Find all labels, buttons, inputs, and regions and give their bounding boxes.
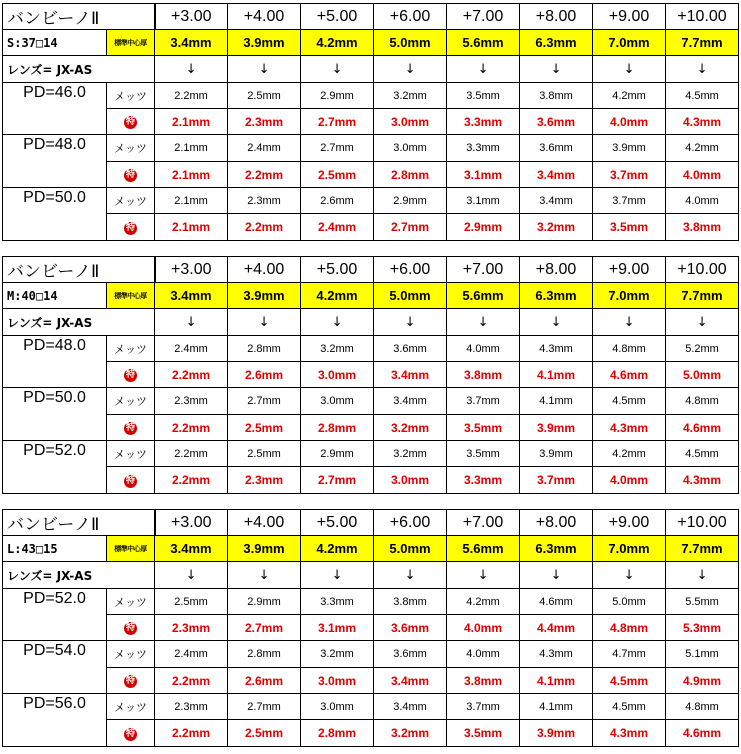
down-arrow-icon: ↓ [593, 56, 666, 83]
toku-thickness: 4.3mm [593, 415, 666, 441]
metsu-thickness: 4.2mm [593, 83, 666, 109]
toku-thickness: 4.3mm [666, 109, 739, 135]
metsu-thickness: 3.3mm [447, 135, 520, 162]
down-arrow-icon: ↓ [374, 56, 447, 83]
metsu-thickness: 2.9mm [228, 589, 301, 615]
std-center-thickness: 7.0mm [593, 536, 666, 562]
toku-thickness: 3.5mm [447, 720, 520, 747]
toku-thickness: 3.2mm [374, 415, 447, 441]
pd-value: PD=52.0 [3, 441, 107, 494]
std-center-label: 標準中心厚 [107, 536, 155, 562]
metsu-thickness: 2.1mm [155, 188, 228, 214]
model-title: バンビーノⅡ [3, 510, 155, 536]
metsu-thickness: 4.5mm [593, 388, 666, 415]
toku-thickness: 5.0mm [666, 362, 739, 388]
toku-thickness: 2.2mm [155, 668, 228, 694]
toku-thickness: 4.0mm [666, 162, 739, 188]
down-arrow-icon: ↓ [666, 56, 739, 83]
toku-thickness: 2.9mm [447, 214, 520, 241]
power-header: +10.00 [666, 4, 739, 30]
std-center-thickness: 5.6mm [447, 536, 520, 562]
down-arrow-icon: ↓ [666, 562, 739, 589]
toku-thickness: 2.2mm [228, 162, 301, 188]
metsu-thickness: 3.4mm [520, 188, 593, 214]
metsu-thickness: 3.2mm [301, 641, 374, 668]
toku-thickness: 2.1mm [155, 162, 228, 188]
metsu-thickness: 3.3mm [301, 589, 374, 615]
toku-thickness: 2.4mm [301, 214, 374, 241]
metsu-thickness: 4.2mm [666, 135, 739, 162]
toku-badge-icon: 特 [125, 475, 135, 486]
metsu-thickness: 2.9mm [374, 188, 447, 214]
down-arrow-icon: ↓ [301, 56, 374, 83]
down-arrow-icon: ↓ [520, 309, 593, 336]
metsu-thickness: 4.5mm [593, 694, 666, 720]
toku-thickness: 2.8mm [301, 415, 374, 441]
metsu-thickness: 4.2mm [593, 441, 666, 467]
toku-thickness: 3.4mm [520, 162, 593, 188]
pd-value: PD=54.0 [3, 641, 107, 694]
power-header: +8.00 [520, 510, 593, 536]
toku-thickness: 3.3mm [447, 109, 520, 135]
metsu-thickness: 3.5mm [447, 83, 520, 109]
lens-type: レンズ= JX-AS [3, 56, 155, 83]
std-center-thickness: 7.7mm [666, 536, 739, 562]
metsu-thickness: 3.6mm [520, 135, 593, 162]
metsu-thickness: 2.3mm [228, 188, 301, 214]
metsu-thickness: 2.3mm [155, 388, 228, 415]
toku-thickness: 2.2mm [155, 720, 228, 747]
metsu-thickness: 4.5mm [666, 441, 739, 467]
metsu-label: メッツ [107, 641, 155, 668]
metsu-thickness: 3.4mm [374, 388, 447, 415]
pd-value: PD=46.0 [3, 83, 107, 135]
toku-thickness: 4.0mm [593, 109, 666, 135]
metsu-thickness: 2.2mm [155, 83, 228, 109]
power-header: +6.00 [374, 257, 447, 283]
down-arrow-icon: ↓ [447, 309, 520, 336]
metsu-thickness: 2.5mm [155, 589, 228, 615]
toku-cell [107, 467, 155, 494]
toku-thickness: 3.5mm [447, 415, 520, 441]
pd-value: PD=52.0 [3, 589, 107, 641]
metsu-thickness: 4.0mm [447, 336, 520, 362]
down-arrow-icon: ↓ [593, 309, 666, 336]
std-center-thickness: 6.3mm [520, 536, 593, 562]
metsu-thickness: 3.8mm [374, 589, 447, 615]
metsu-thickness: 3.5mm [447, 441, 520, 467]
toku-badge-icon: 特 [125, 370, 135, 380]
metsu-thickness: 3.7mm [593, 188, 666, 214]
metsu-thickness: 3.9mm [520, 441, 593, 467]
toku-cell [107, 362, 155, 388]
metsu-thickness: 5.5mm [666, 589, 739, 615]
power-header: +8.00 [520, 257, 593, 283]
toku-thickness: 4.0mm [593, 467, 666, 494]
metsu-thickness: 4.6mm [520, 589, 593, 615]
metsu-thickness: 2.6mm [301, 188, 374, 214]
std-center-thickness: 7.7mm [666, 30, 739, 56]
metsu-thickness: 4.2mm [447, 589, 520, 615]
metsu-thickness: 3.8mm [520, 83, 593, 109]
down-arrow-icon: ↓ [228, 56, 301, 83]
metsu-thickness: 4.8mm [666, 388, 739, 415]
toku-thickness: 3.6mm [520, 109, 593, 135]
toku-thickness: 2.5mm [301, 162, 374, 188]
toku-thickness: 4.0mm [447, 615, 520, 641]
toku-thickness: 4.6mm [666, 720, 739, 747]
metsu-thickness: 3.2mm [374, 83, 447, 109]
power-header: +3.00 [155, 4, 228, 30]
metsu-label: メッツ [107, 83, 155, 109]
toku-thickness: 2.7mm [228, 615, 301, 641]
toku-thickness: 3.8mm [666, 214, 739, 241]
down-arrow-icon: ↓ [447, 562, 520, 589]
spec-table-0 [2, 3, 739, 241]
metsu-thickness: 4.1mm [520, 694, 593, 720]
toku-thickness: 3.6mm [374, 615, 447, 641]
power-header: +10.00 [666, 510, 739, 536]
power-header: +3.00 [155, 510, 228, 536]
metsu-thickness: 5.2mm [666, 336, 739, 362]
metsu-thickness: 3.0mm [374, 135, 447, 162]
toku-thickness: 2.2mm [155, 415, 228, 441]
toku-thickness: 2.6mm [228, 668, 301, 694]
power-header: +3.00 [155, 257, 228, 283]
metsu-thickness: 3.0mm [301, 694, 374, 720]
down-arrow-icon: ↓ [447, 56, 520, 83]
toku-thickness: 2.3mm [155, 615, 228, 641]
metsu-label: メッツ [107, 589, 155, 615]
frame-size: L:43□15 [3, 536, 107, 562]
std-center-thickness: 3.4mm [155, 283, 228, 309]
std-center-thickness: 7.0mm [593, 283, 666, 309]
toku-thickness: 2.8mm [301, 720, 374, 747]
toku-badge-icon: 特 [125, 222, 135, 233]
toku-thickness: 2.5mm [228, 415, 301, 441]
model-title: バンビーノⅡ [3, 257, 155, 283]
toku-cell [107, 109, 155, 135]
std-center-thickness: 3.4mm [155, 30, 228, 56]
toku-thickness: 3.3mm [447, 467, 520, 494]
metsu-thickness: 4.8mm [666, 694, 739, 720]
down-arrow-icon: ↓ [301, 562, 374, 589]
pd-value: PD=56.0 [3, 694, 107, 747]
std-center-thickness: 4.2mm [301, 536, 374, 562]
toku-thickness: 2.7mm [374, 214, 447, 241]
pd-value: PD=50.0 [3, 388, 107, 441]
power-header: +5.00 [301, 257, 374, 283]
power-header: +9.00 [593, 510, 666, 536]
std-center-thickness: 4.2mm [301, 30, 374, 56]
toku-thickness: 3.0mm [301, 668, 374, 694]
toku-thickness: 3.5mm [593, 214, 666, 241]
metsu-thickness: 3.7mm [447, 388, 520, 415]
toku-thickness: 2.3mm [228, 109, 301, 135]
down-arrow-icon: ↓ [593, 562, 666, 589]
model-title: バンビーノⅡ [3, 4, 155, 30]
toku-thickness: 4.6mm [593, 362, 666, 388]
toku-thickness: 2.3mm [228, 467, 301, 494]
power-header: +9.00 [593, 4, 666, 30]
down-arrow-icon: ↓ [374, 309, 447, 336]
frame-size: S:37□14 [3, 30, 107, 56]
toku-thickness: 3.9mm [520, 415, 593, 441]
toku-thickness: 3.4mm [374, 668, 447, 694]
toku-thickness: 3.7mm [520, 467, 593, 494]
toku-cell [107, 214, 155, 241]
power-header: +8.00 [520, 4, 593, 30]
toku-thickness: 3.9mm [520, 720, 593, 747]
toku-cell [107, 162, 155, 188]
power-header: +5.00 [301, 4, 374, 30]
metsu-thickness: 2.4mm [228, 135, 301, 162]
metsu-thickness: 3.2mm [301, 336, 374, 362]
spec-table-1 [2, 256, 739, 494]
toku-cell [107, 615, 155, 641]
toku-thickness: 3.1mm [301, 615, 374, 641]
metsu-label: メッツ [107, 388, 155, 415]
metsu-thickness: 2.7mm [301, 135, 374, 162]
metsu-thickness: 5.0mm [593, 589, 666, 615]
toku-thickness: 3.1mm [447, 162, 520, 188]
std-center-thickness: 3.9mm [228, 536, 301, 562]
power-header: +6.00 [374, 510, 447, 536]
metsu-thickness: 2.4mm [155, 336, 228, 362]
toku-thickness: 4.5mm [593, 668, 666, 694]
down-arrow-icon: ↓ [520, 562, 593, 589]
toku-badge-icon: 特 [125, 117, 135, 127]
metsu-thickness: 3.1mm [447, 188, 520, 214]
std-center-label: 標準中心厚 [107, 30, 155, 56]
metsu-thickness: 3.7mm [447, 694, 520, 720]
metsu-thickness: 3.6mm [374, 641, 447, 668]
toku-thickness: 3.2mm [374, 720, 447, 747]
metsu-thickness: 2.8mm [228, 336, 301, 362]
toku-badge-icon: 特 [125, 170, 135, 180]
std-center-thickness: 4.2mm [301, 283, 374, 309]
std-center-thickness: 6.3mm [520, 283, 593, 309]
toku-thickness: 3.8mm [447, 668, 520, 694]
toku-thickness: 4.1mm [520, 668, 593, 694]
toku-thickness: 4.9mm [666, 668, 739, 694]
spec-table-2 [2, 509, 739, 747]
std-center-thickness: 7.7mm [666, 283, 739, 309]
metsu-thickness: 2.5mm [228, 441, 301, 467]
toku-thickness: 4.6mm [666, 415, 739, 441]
toku-thickness: 4.3mm [666, 467, 739, 494]
std-center-thickness: 6.3mm [520, 30, 593, 56]
down-arrow-icon: ↓ [228, 562, 301, 589]
down-arrow-icon: ↓ [374, 562, 447, 589]
toku-cell [107, 415, 155, 441]
metsu-thickness: 4.1mm [520, 388, 593, 415]
toku-thickness: 5.3mm [666, 615, 739, 641]
metsu-thickness: 2.7mm [228, 388, 301, 415]
toku-thickness: 2.7mm [301, 467, 374, 494]
power-header: +7.00 [447, 4, 520, 30]
pd-value: PD=50.0 [3, 188, 107, 241]
toku-thickness: 2.5mm [228, 720, 301, 747]
power-header: +9.00 [593, 257, 666, 283]
std-center-thickness: 5.6mm [447, 30, 520, 56]
std-center-thickness: 3.9mm [228, 30, 301, 56]
metsu-thickness: 3.6mm [374, 336, 447, 362]
down-arrow-icon: ↓ [155, 309, 228, 336]
toku-thickness: 3.2mm [520, 214, 593, 241]
metsu-thickness: 2.2mm [155, 441, 228, 467]
metsu-thickness: 3.0mm [301, 388, 374, 415]
std-center-thickness: 5.0mm [374, 30, 447, 56]
power-header: +5.00 [301, 510, 374, 536]
toku-thickness: 4.8mm [593, 615, 666, 641]
toku-thickness: 2.2mm [228, 214, 301, 241]
toku-badge-icon: 特 [125, 623, 135, 633]
metsu-thickness: 2.9mm [301, 83, 374, 109]
down-arrow-icon: ↓ [520, 56, 593, 83]
metsu-thickness: 3.9mm [593, 135, 666, 162]
power-header: +10.00 [666, 257, 739, 283]
power-header: +4.00 [228, 257, 301, 283]
toku-thickness: 2.1mm [155, 109, 228, 135]
toku-thickness: 2.6mm [228, 362, 301, 388]
toku-thickness: 2.1mm [155, 214, 228, 241]
metsu-label: メッツ [107, 694, 155, 720]
down-arrow-icon: ↓ [155, 562, 228, 589]
std-center-thickness: 7.0mm [593, 30, 666, 56]
power-header: +7.00 [447, 257, 520, 283]
std-center-thickness: 3.4mm [155, 536, 228, 562]
metsu-thickness: 2.3mm [155, 694, 228, 720]
metsu-thickness: 2.1mm [155, 135, 228, 162]
metsu-thickness: 4.0mm [447, 641, 520, 668]
lens-type: レンズ= JX-AS [3, 562, 155, 589]
toku-cell [107, 720, 155, 747]
metsu-thickness: 4.5mm [666, 83, 739, 109]
toku-badge-icon: 特 [125, 423, 135, 433]
toku-thickness: 4.3mm [593, 720, 666, 747]
toku-thickness: 3.8mm [447, 362, 520, 388]
metsu-thickness: 4.7mm [593, 641, 666, 668]
metsu-thickness: 3.2mm [374, 441, 447, 467]
toku-thickness: 2.7mm [301, 109, 374, 135]
down-arrow-icon: ↓ [666, 309, 739, 336]
toku-thickness: 4.1mm [520, 362, 593, 388]
metsu-label: メッツ [107, 336, 155, 362]
toku-thickness: 2.8mm [374, 162, 447, 188]
down-arrow-icon: ↓ [228, 309, 301, 336]
lens-type: レンズ= JX-AS [3, 309, 155, 336]
metsu-thickness: 2.5mm [228, 83, 301, 109]
metsu-thickness: 2.4mm [155, 641, 228, 668]
std-center-thickness: 5.6mm [447, 283, 520, 309]
metsu-label: メッツ [107, 441, 155, 467]
toku-cell [107, 668, 155, 694]
pd-value: PD=48.0 [3, 135, 107, 188]
metsu-thickness: 2.8mm [228, 641, 301, 668]
std-center-thickness: 5.0mm [374, 536, 447, 562]
down-arrow-icon: ↓ [301, 309, 374, 336]
power-header: +6.00 [374, 4, 447, 30]
metsu-thickness: 3.4mm [374, 694, 447, 720]
toku-thickness: 3.7mm [593, 162, 666, 188]
power-header: +7.00 [447, 510, 520, 536]
toku-thickness: 2.2mm [155, 362, 228, 388]
toku-thickness: 3.4mm [374, 362, 447, 388]
toku-thickness: 2.2mm [155, 467, 228, 494]
metsu-label: メッツ [107, 188, 155, 214]
std-center-label: 標準中心厚 [107, 283, 155, 309]
metsu-thickness: 4.8mm [593, 336, 666, 362]
metsu-label: メッツ [107, 135, 155, 162]
toku-thickness: 4.4mm [520, 615, 593, 641]
power-header: +4.00 [228, 4, 301, 30]
power-header: +4.00 [228, 510, 301, 536]
metsu-thickness: 4.3mm [520, 336, 593, 362]
metsu-thickness: 4.0mm [666, 188, 739, 214]
metsu-thickness: 5.1mm [666, 641, 739, 668]
down-arrow-icon: ↓ [155, 56, 228, 83]
toku-thickness: 3.0mm [374, 109, 447, 135]
metsu-thickness: 2.9mm [301, 441, 374, 467]
std-center-thickness: 3.9mm [228, 283, 301, 309]
std-center-thickness: 5.0mm [374, 283, 447, 309]
toku-badge-icon: 特 [125, 676, 135, 686]
pd-value: PD=48.0 [3, 336, 107, 388]
frame-size: M:40□14 [3, 283, 107, 309]
metsu-thickness: 2.7mm [228, 694, 301, 720]
metsu-thickness: 4.3mm [520, 641, 593, 668]
toku-badge-icon: 特 [125, 728, 135, 739]
toku-thickness: 3.0mm [301, 362, 374, 388]
toku-thickness: 3.0mm [374, 467, 447, 494]
